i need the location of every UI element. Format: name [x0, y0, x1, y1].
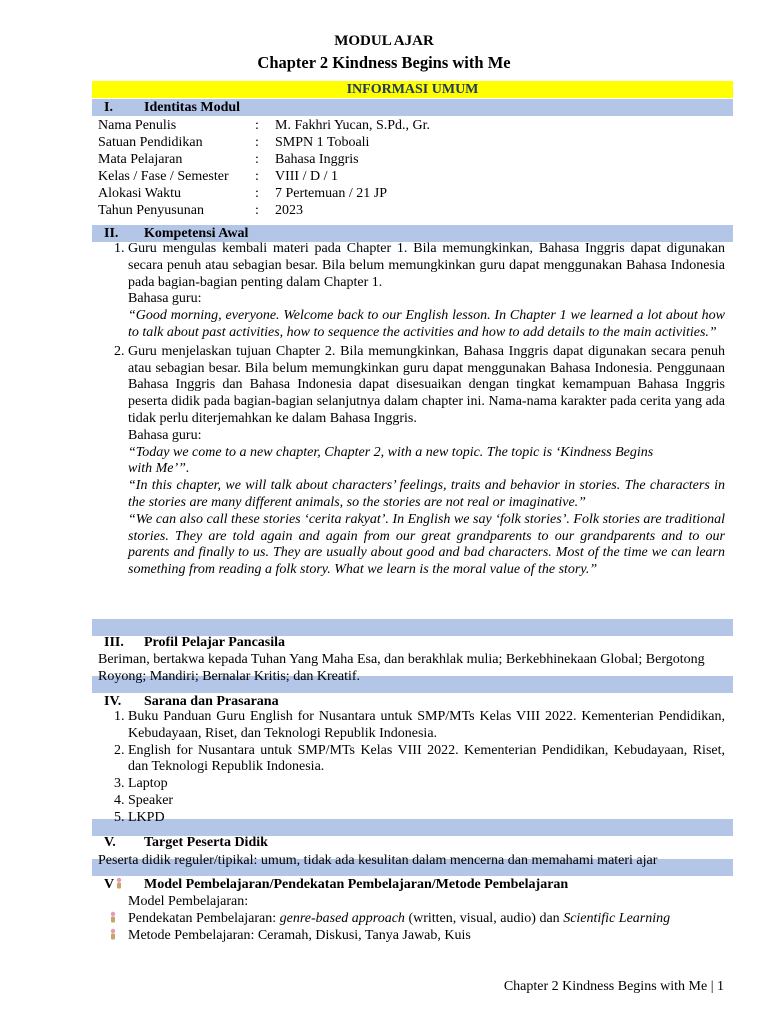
kompetensi-list [98, 241, 725, 579]
list-text: Speaker [128, 792, 174, 808]
section-title: Target Peserta Didik [144, 835, 268, 850]
list-number: 1. [114, 709, 125, 724]
section-heading-identitas [98, 99, 240, 116]
document-title: MODUL AJAR [334, 33, 434, 49]
list-text: English for Nusantara untuk SMP/MTs Kelas VIII 2022. Kementerian Pendidikan, Kebudayaan, Riset, dan Teknologi Republik Indonesia. [128, 742, 725, 775]
informasi-umum-bar: INFORMASI UMUM [92, 81, 733, 98]
identitas-colon: : [255, 203, 259, 218]
identitas-row [98, 168, 338, 185]
label: Bahasa guru: [128, 291, 202, 307]
section-number: V. [104, 835, 116, 850]
teacher-quote: “We can also call these stories ‘cerita rakyat’. In English we say ‘folk stories’. Folk stories are traditional stories. They are told again and again from our great grandparents to our grandparents and to our parents and finally to us. They are usually about good and bad characters. Most of the time we can learn something from reading a folk story. What we learn is the moral value of the story.” [128, 511, 725, 578]
bullet-icon [108, 928, 118, 940]
section-title: Kompetensi Awal [144, 226, 249, 241]
list-item [98, 776, 725, 793]
model-line: Model Pembelajaran: [128, 894, 249, 909]
section-number: I. [104, 100, 113, 115]
section-heading-kompetensi [98, 225, 248, 242]
label: Bahasa guru: [128, 427, 202, 443]
identitas-value: 7 Pertemuan / 21 JP [275, 186, 387, 201]
section-number: III. [104, 635, 124, 650]
list-item [98, 709, 725, 743]
profil-text: Beriman, bertakwa kepada Tuhan Yang Maha Esa, dan berakhlak mulia; Berkebhinekaan Global; Bergotong Royong; Mandiri; Bernalar Kritis; dan Kreatif. [98, 652, 705, 684]
paragraph: Guru menjelaskan tujuan Chapter 2. Bila memungkinkan, Bahasa Inggris dapat digunakan secara penuh atau sebagian besar. Bila belum memungkinkan guru dapat menggunakan Bahasa Indonesia. Penggunaan Bahasa Inggris dan Bahasa Indonesia dapat disesuaikan dengan tingkat kemampuan Bahasa Inggris peserta didik pada bagian-bagian selanjutnya dalam chapter ini. Nama-nama karakter pada cerita yang ada tidak perlu diterjemahkan ke dalam Bahasa Inggris. [128, 343, 725, 426]
model-line: Pendekatan Pembelajaran: genre-based approach (written, visual, audio) dan Scientific Learning [98, 910, 725, 927]
identitas-key: Mata Pelajaran [98, 152, 183, 167]
list-text: LKPD [128, 809, 165, 825]
list-text: Laptop [128, 776, 168, 792]
identitas-key: Alokasi Waktu [98, 186, 181, 201]
list-text: Buku Panduan Guru English for Nusantara untuk SMP/MTs Kelas VIII 2022. Kementerian Pendidikan, Kebudayaan, Riset, dan Teknologi Republik Indonesia. [128, 709, 725, 741]
identitas-value: 2023 [275, 203, 303, 218]
section-heading-sarana [98, 693, 279, 710]
list-item [98, 344, 725, 579]
identitas-row [98, 134, 369, 151]
list-number: 3. [114, 776, 125, 792]
teacher-quote: “Good morning, everyone. Welcome back to our English lesson. In Chapter 1 we learned a lot about how to talk about past activities, how to sequence the activities and how to add details to the main activities.” [128, 308, 725, 340]
list-number: 4. [114, 792, 125, 808]
document-subtitle: Chapter 2 Kindness Begins with Me [257, 53, 511, 72]
teacher-quote: with Me’”. [128, 461, 190, 477]
identitas-value: SMPN 1 Toboali [275, 135, 370, 150]
target-text: Peserta didik reguler/tipikal: umum, tidak ada kesulitan dalam mencerna dan memahami materi ajar [98, 853, 658, 868]
bullet-icon [114, 877, 124, 889]
list-item [98, 810, 725, 827]
identitas-colon: : [255, 152, 259, 167]
identitas-value: Bahasa Inggris [275, 152, 359, 167]
sarana-list [98, 709, 725, 827]
page-footer: Chapter 2 Kindness Begins with Me | 1 [503, 979, 724, 994]
list-item [98, 743, 725, 777]
identitas-key: Tahun Penyusunan [98, 203, 204, 218]
section-title: Profil Pelajar Pancasila [144, 635, 286, 650]
section-number: V [98, 876, 144, 893]
list-item [98, 241, 725, 342]
list-number: 2. [114, 343, 125, 359]
identitas-row [98, 151, 359, 168]
model-line: Metode Pembelajaran: Ceramah, Diskusi, Tanya Jawab, Kuis [98, 927, 725, 944]
identitas-value: M. Fakhri Yucan, S.Pd., Gr. [275, 118, 431, 133]
section-title: Model Pembelajaran/Pendekatan Pembelajaran/Metode Pembelajaran [144, 877, 569, 892]
section-title: Sarana dan Prasarana [144, 694, 279, 709]
bullet-icon [108, 911, 118, 923]
section-number: IV. [104, 694, 122, 709]
identitas-key: Kelas / Fase / Semester [98, 169, 229, 184]
identitas-colon: : [255, 118, 259, 133]
list-number: 2. [114, 742, 125, 758]
list-item [98, 793, 725, 810]
identitas-row [98, 185, 387, 202]
identitas-colon: : [255, 186, 259, 201]
list-number: 5. [114, 809, 125, 825]
section-number: II. [104, 226, 119, 241]
identitas-colon: : [255, 135, 259, 150]
identitas-key: Nama Penulis [98, 118, 177, 133]
identitas-colon: : [255, 169, 259, 184]
identitas-key: Satuan Pendidikan [98, 135, 203, 150]
teacher-quote: “Today we come to a new chapter, Chapter 2, with a new topic. The topic is ‘Kindness Begins [128, 444, 654, 460]
paragraph: Guru mengulas kembali materi pada Chapter 1. Bila memungkinkan, Bahasa Inggris dapat digunakan secara penuh atau sebagian besar. Bila belum memungkinkan guru dapat menggunakan Bahasa Indonesia pada bagian-bagian penting dalam Chapter 1. [128, 241, 725, 290]
section-heading-target [98, 834, 268, 851]
teacher-quote: “In this chapter, we will talk about characters’ feelings, traits and behavior in stories. The characters in the stories are many different animals, so the stories are not real or imaginative.” [128, 478, 725, 510]
identitas-value: VIII / D / 1 [275, 169, 338, 184]
section-title: Identitas Modul [144, 100, 241, 115]
list-number: 1. [114, 241, 125, 256]
section-heading-profil [98, 634, 285, 651]
identitas-row [98, 117, 430, 134]
identitas-row [98, 202, 303, 219]
section-heading-model [98, 876, 568, 893]
